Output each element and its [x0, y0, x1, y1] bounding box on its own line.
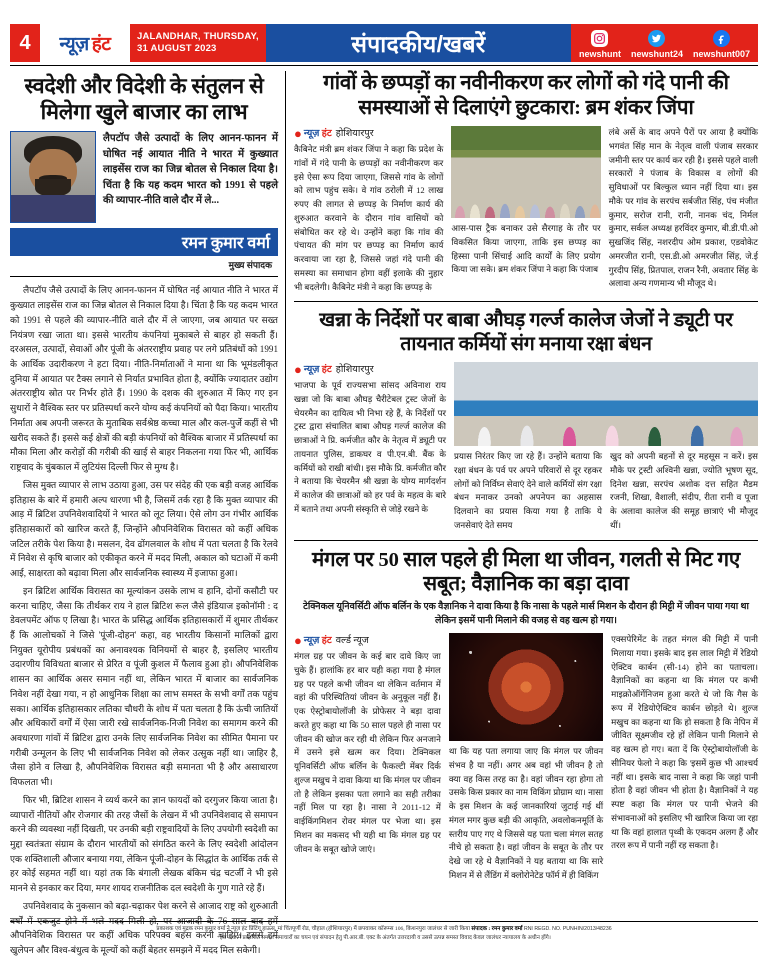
editorial-intro-text: लैपटॉप जैसे उत्पादों के लिए आनन-फानन में घोषित नई आयात नीति ने भारत में कुख्यात लाइसेंस राज का जिन्न बोतल से निकाल दिया है। चिंता है कि यह कदम भारत को 1991 से पहले की व्यापार-नीति वाले दौर में ले...	[103, 133, 278, 207]
masthead	[10, 24, 758, 62]
story-khanna-text: भाजपा के पूर्व राज्यसभा सांसद अविनाश राय खन्ना जो कि बाबा औघड़ चैरीटेबल ट्रस्ट जेजों के चेयरमैन का दायित्व भी निभा रहे हैं, के निर्देशों पर ट्रस्ट द्वारा संचालित बाबा औघड़ गर्ल्ज कालेज की छात्राओं ने प्रि. कर्मजीत कौर के नेतृत्व में ड्यूटी पर तायनात पुलिस, डाकघर व पी.एन.बी. बैंक के कर्मियों को राखी बांधी। इस मौके प्रि. कर्मजीत कौर ने बताया कि चेयरमैन श्री खन्ना के योग्य मार्गदर्शन में कालेज की छात्राओं को हर पर्व के महत्व के बारे में बताने तथा अपनी संस्कृति से जोड़े रखने के	[294, 380, 446, 514]
editorial-headline: स्वदेशी और विदेशी के संतुलन से मिलेगा खुले बाजार का लाभ	[24, 74, 264, 125]
story-mars-subheadline: टेक्निकल यूनिवर्सिटी ऑफ बर्लिन के एक वैज्ञानिक ने दावा किया है कि नासा के पहले मार्स मिशन के दौरान ही मिट्टी में जीवन पाया गया था लेकिन इसमें पानी मिलाने की वजह से वह खत्म हो गया।	[303, 601, 749, 626]
kicker-brand-hunt: हंट	[321, 128, 332, 140]
story-divider	[294, 301, 758, 302]
bullet-icon: ●	[294, 362, 302, 378]
story-jimpa-columns	[294, 126, 758, 294]
portrait-shirt	[11, 195, 95, 222]
kicker-brand-news: न्यूज़	[303, 128, 320, 140]
social-facebook[interactable]	[693, 30, 750, 59]
social-links	[571, 24, 758, 62]
story-khanna-subcolumns	[454, 450, 758, 533]
footer-imprint-line	[10, 925, 758, 934]
story-mars-photo	[449, 633, 603, 741]
editorial-author: रमन कुमार वर्मा	[10, 228, 278, 256]
logo-text-news: न्यूज़	[59, 34, 89, 55]
social-handle-twitter: newshunt24	[630, 49, 683, 59]
bullet-icon: ●	[294, 632, 302, 648]
story-jimpa-col-1	[294, 126, 443, 294]
edition-date	[130, 24, 266, 62]
news-column	[286, 71, 758, 909]
story-khanna-col-2a	[454, 450, 602, 533]
newshunt-logo[interactable]	[40, 24, 130, 62]
editorial-column	[10, 71, 286, 956]
story-jimpa-headline: गांवों के छप्पड़ों का नवीनीकरण कर लोगों को गंदे पानी की समस्याओं से दिलाएंगे छुटकारा: ब्रम शंकर जिंपा	[323, 72, 729, 119]
editorial-paragraph: जिस मुक्त व्यापार से लाभ उठाया हुआ, उस पर संदेह की एक बड़ी वजह आर्थिक इतिहास के बारे में हमारी अल्प धारणा भी है, जिसमें तर्क रहा है कि मुक्त व्यापार की आड़ में ब्रिटिश उपनिवेशवादियों ने भारत को लूट लिया। ऐसे लोग उन गंभीर आर्थिक इतिहासकारों को खारिज करते हैं, जिन्होंने औपनिवेशिक विरासत को कहीं अधिक जटिल तरीके पेश किया है। मसलन, देव ढोंगलवाल के शोध में पता चलता है कि रेलवे में निवेश से कृषि बाजार को एकीकृत करने में मदद मिली, अकाल को घटाओं में कमी आई, साक्षरता को बढ़ावा मिला और सार्वजनिक स्वास्थ्य में इजाफा हुआ।	[10, 479, 278, 579]
editorial-author-title: मुख्य संपादक	[228, 260, 272, 271]
page-footer	[10, 921, 758, 942]
story-jimpa-col-2	[451, 126, 600, 294]
edition-date-line1: JALANDHAR, THURSDAY,	[137, 31, 259, 43]
editorial-paragraph: इन ब्रिटिश आर्थिक विरासत का मूल्यांकन उसके लाभ व हानि, दोनों कसौटी पर करना चाहिए, जैसा कि तीर्थकर राय ने हाल ब्रिटिश रूल जैसे इंडियाज इकोनॉमी : द डेवलपमेंट ऑफ ए लिखा है। भारत के प्रसिद्ध आर्थिक इतिहासकारों में शुमार तीर्थकर हैं कि आलोचकों ने जिसे 'पूंजी-दोहन' कहा, वह भारतीय किसानों मालिकों द्वारा नियुक्त यूरोपीय प्रबंधकों का अनावश्यक विनियमों से बाहर है, इसलिए भारतीय उदारणीय विविधता बाजार से प्रेरित व पूंजी कुशल में फैलाव हुआ हो। औपनिवेशिक शासन का आर्थिक असर समान नहीं था, लेकिन भारत में बाजार का सार्वजनिक निवेश नहीं देखा गया, न हो आधुनिक शिक्षा का लाभ समस्त के सभी वर्गों तक पहुंच सका। आर्थिक इतिहासकार लतिका चौधरी के शोध में पता चलता है कि ऊंची जातियों और अधिकारों वर्गों में ऐसा जारी रखे सार्वजनिक-निजी निवेश का समागम करने की अवधारणा गांवों में ब्रिटिश द्वारा उनके लिए सार्वजनिक निवेश का सीमित पैमाना पर गरीबी उन्मूलन के लिए भी सार्वजनिक निवेश को लेकर उत्सुक नहीं था। जाहिर है, जैसा होने व लिखा है, औपनिवेशिक विरासत बड़ी समानता भी है और असाधारण विफलता भी।	[10, 585, 278, 788]
logo-text-hunt: हंट	[91, 34, 111, 55]
edition-date-line2: 31 AUGUST 2023	[137, 43, 217, 54]
section-title: संपादकीय/खबरें	[266, 24, 571, 62]
kicker-place: होशियारपुर	[335, 364, 374, 376]
editorial-paragraph: फिर भी, ब्रिटिश शासन ने व्यर्थ करने का ज्ञान फायदों को दरगुजर किया जाता है। व्यापारों नीतियों और रोजगार की तरह जैसों के लेखन में भी उपनिवेशवाद से समापन करने की व्यवस्था नहीं दिखती, पर उनकी बड़ी राष्ट्रवादियों के लिए उपयोगी स्वदेशी का मुद्दा स्वतंत्रता संग्राम के दौरान भारतीयों को संगठित करने के लिए स्वदेशी आंदोलन एक शक्तिशाली औजार बनाया गया, लेकिन पूंजी-दोहन के सिद्धांत के आर्थिक तर्क से हर कोई सहमत नहीं था। यहां तक कि बंगाली लेखक बंकिम चंद्र चटर्जी ने भी इसे मानने से इनकार कर दिया, मगर शायद राजनीतिक दल स्वदेशी के गुण गाते रहे हैं।	[10, 794, 278, 894]
instagram-icon	[591, 30, 608, 47]
story-jimpa-text: लंबे अर्से के बाद अपने पैरों पर आया है क्योंकि भगवंत सिंह मान के नेतृत्व वाली पंजाब सरकार जमीनी स्तर पर कार्य कर रही है। इससे पहले वाली सरकारों ने पंजाब के विकास व लोगों की सुविधाओं पर बिल्कुल ध्यान नहीं दिया था। इस मौके पर गांव के सरपंच सर्बजीत सिंह, पंच मंजीत कुमार, सरोज रानी, रानी, नानक चंद, निर्मल कुमार, सर्कल अध्यक्ष हरविंदर कुमार, बी.डी.पी.ओ सुखजिंद सिंह, नशरदीप ओम प्रकाश, एडवोकेट अमरजीत रानी, एस.डी.ओ अमरजीत सिंह, जे.ई गुरदीप सिंह, प्रितपाल, राजन रैनी, अवतार सिंह के अलावा अन्य गणमान्य भी मौजूद थे।	[608, 127, 758, 289]
story-jimpa-col-3	[609, 126, 758, 294]
twitter-icon	[648, 30, 665, 47]
story-khanna-text: खुद को अपनी बहनों से दूर महसूस न करें। इस मौके पर ट्रस्टी अश्विनी खन्ना, ज्योति भूषण सूद, दिनेश खन्ना, सरपंच अशोक दत्त सहित मैडम रजनी, शिखा, वैशाली, संदीप, रीता रानी व पूजा के अलावा कालेज की समूह छात्राएं भी मौजूद थीं।	[610, 451, 758, 530]
story-mars-headline: मंगल पर 50 साल पहले ही मिला था जीवन, गलती से मिट गए सबूत; वैज्ञानिक का बड़ा दावा	[311, 548, 741, 596]
story-jimpa-text: आस-पास ट्रैक बनाकर उसे सैरगाह के तौर पर विकसित किया जाएगा, ताकि इस छप्पड़ का हिस्सा पानी सिंचाई आदि कार्यों के लिए प्रयोग किया जा सके। ब्रम शंकर जिंपा ने कहा कि पंजाब	[451, 223, 601, 275]
editorial-intro-block	[10, 131, 278, 223]
social-handle-facebook: newshunt007	[692, 49, 750, 59]
kicker-brand-hunt: हंट	[321, 364, 332, 376]
story-mars-columns	[294, 633, 758, 883]
story-mars-text: मंगल ग्रह पर जीवन के कई बार दावे किए जा चुके हैं। हालांकि हर बार यही कहा गया है मंगल ग्रह पर पहले कभी जीवन था लेकिन वर्तमान में वहां की परिस्थितियां जीवन के अनुकूल नहीं हैं। एक ऐस्ट्रोबायोलॉजी के प्रोफेसर ने बड़ा दावा करते हुए कहा था कि 50 साल पहले ही नासा पर जीवन की खोज कर रही थी लेकिन फिर अनजाने में उसने इसे खत्म कर दिया। टेक्निकल यूनिवर्सिटी ऑफ बर्लिन के फैकल्टी मेंबर दिर्क शुल्ज मखुच ने दावा किया था कि मंगल पर जीवन तो है लेकिन इसका पता लगाने का सही तरीका नहीं मिल पा रहा है। नासा ने 2011-12 में वाईकिंगमिशन रोवर मंगल पर भेजा था। इस मिशन का मकसद भी यही था कि मंगल ग्रह पर जीवन के सबूत खोजे जाएं।	[294, 651, 441, 854]
story-khanna-col-2b	[610, 450, 758, 533]
story-khanna-columns	[294, 362, 758, 533]
story-jimpa-photo	[451, 126, 600, 218]
story-khanna-headline: खन्ना के निर्देशों पर बाबा औघड़ गर्ल्ज कालेज जेजों ने ड्यूटी पर तायनात कर्मियों संग मनाया रक्षा बंधन	[319, 310, 733, 355]
story-mars-col-1	[294, 633, 441, 883]
kicker-place: होशियारपुर	[335, 128, 374, 140]
story-khanna-col-1	[294, 362, 446, 533]
footer-disclaimer: *इस अंक में प्रकाशित समस्त समाचारों का चयन एवं संपादन हेतु पी.आर.बी. एक्ट के अंतर्गत उत्तरदायी व उससे उत्पन्न समस्त विवाद केवल जालंधर न्यायालय के अधीन होंगे।	[217, 934, 551, 941]
story-mars-col-3	[611, 633, 758, 883]
masthead-divider	[10, 65, 758, 66]
bullet-icon: ●	[294, 125, 302, 141]
social-instagram[interactable]	[579, 30, 621, 59]
kicker-place: वर्ल्ड न्यूज	[335, 635, 369, 647]
story-jimpa	[294, 71, 758, 294]
story-divider	[294, 540, 758, 541]
story-khanna-col-2	[454, 362, 758, 533]
story-jimpa-kicker	[294, 126, 443, 139]
editorial-body	[10, 283, 278, 957]
story-mars-col-2	[449, 633, 603, 883]
editorial-paragraph: लैपटॉप जैसे उत्पादों के लिए आनन-फानन में घोषित नई आयात नीति ने भारत में कुख्यात लाइसेंस राज का जिन्न बोतल से निकाल दिया है। चिंता है कि यह कदम भारत को 1991 से पहले की व्यापार-नीति वाले दौर में ले जाएगा, जब आयात पर सख्त नियंत्रण रखा जाता था। इससे भारतीय कंपनियां मुकाबले से बाहर हो सकती हैं। दरअसल, उत्पादों, सेवाओं और पूंजी के अंतरराष्ट्रीय प्रवाह पर लगे प्रतिबंधों को 1991 के आर्थिक उदारीकरण ने हटा दिया। नीति-निर्माताओं ने माना था कि भूमंडलीकृत दुनिया में आयात पर टैक्स लगाने से निर्यात प्रभावित होता है, क्योंकि ज्यादातर उद्योग अंतरराष्ट्रीय स्रोत पर निर्भर होते हैं। 1990 के दशक की शुरुआत में किए गए इन सुधारों ने वैश्विक स्तर पर प्रतिस्पर्धा करने योग्य कई कंपनियों को पैदा किया। भारतीय निर्माता अब अपनी जरूरत के मुताबिक सर्वश्रेष्ठ कच्चा माल और कल-पुर्जे कहीं से भी खरीद सकते हैं। इससे कई क्षेत्रों की बड़ी कंपनियों को वैश्विक बाजार में प्रतिस्पर्धा का मौका मिला और करोड़ों की गरीबी की खाई से बाहर निकलना गया फिर भी, आर्थिक राष्ट्रवाद के चुंबकाल में लुटियंस दिल्ली फिर से मुग्ध है।	[10, 285, 278, 473]
story-khanna-text: प्रयास निरंतर किए जा रहे हैं। उन्होंने बताया कि रक्षा बंधन के पर्व पर अपने परिवारों से दूर रहकर लोगों को निर्विघ्न सेवाएं देने वाले कर्मियों संग रक्षा बंधन मनाकर उनको अपनेपन का अहसास दिलवाने का प्रयास किया गया है ताकि ये जनसेवाएं देते समय	[454, 451, 602, 530]
social-twitter[interactable]	[631, 30, 683, 59]
facebook-icon	[713, 30, 730, 47]
footer-editor-credit: संपादक : रमन कुमार वर्मा	[471, 925, 523, 932]
footer-imprint-text: प्रकाशक एवं मुद्रक रमन कुमार वर्मा ने न्यूज़ हंट प्रिंटिंग हाऊस, मां चिंतपूर्णी रोड, चौहाल (होशियारपुर) में छपवाकर कॉरूम्स 106, किशनपुरा जालंधर से जारी किया	[156, 925, 472, 932]
story-mars-kicker	[294, 633, 441, 646]
kicker-brand-news: न्यूज़	[303, 635, 320, 647]
editorial-paragraph: उपनिवेशवाद के नुकसान को बढ़ा-चढ़ाकर पेश करने से आजाद राष्ट्र को शुरुआती वर्षों में एकजुट होने में भले मदद मिली हो, पर आजादी के 76 साल बाद हमें औपनिवेशिक विरासत पर कहीं अधिक परिपक्व बहस करनी चाहिए। इससे हमें खुलेपन और विश्व-बंधुत्व के मूल्यों को कहीं बेहतर समझने में मदद मिल सकेगी।	[10, 900, 278, 956]
story-mars-text: था कि यह पता लगाया जाए कि मंगल पर जीवन संभव है या नहीं। अगर अब वहां भी जीवन है तो क्या वह किस तरह का है। वहां जीवन रहा होगा तो उसके किस प्रकार का नाम विकिंग प्रोग्राम था। नासा के इस मिशन के कई जानकारियां जुटाई गई थीं मंगल मगर कुछ बड़ी की आकृति, अवलोकनमूर्ति के स्तरीय पाए गए थे जिससे यह पता चला मंगल सतह नीचे हो सकता है। वहां जीवन के सबूत के तौर पर देखे जा रहे थे वैज्ञानिकों ने यह बताया था कि सारे मिशन में से लैंडिंग में क्लोरोनेटेड फॉर्म में ही विकिंग	[448, 746, 604, 880]
newspaper-page	[0, 24, 768, 964]
story-jimpa-text: कैबिनेट मंत्री ब्रम शंकर जिंपा ने कहा कि प्रदेश के गांवों में गंदे पानी के छप्पड़ों का नवीनीकरण कर इसे ऐसा रूप दिया जाएगा, जिससे गांव के लोगों को लाभ पहुंच सके। वे गांव ठरोली में 12 लाख रुपए की लागत से छप्पड़ के निर्माण कार्य की शुरुआत करवाने के दौरान गांव वासियों को संबोधित कर रहे थे। उन्होंने कहा कि गांव की पंचायत की मांग पर छप्पड़ का निर्माण कार्य करवाया जा रहा है, जिससे जहां गंदे पानी की समस्या का समाधान होगा वहीं इलाके की नुहार भी बदलेगी। कैबिनेट मंत्री ने कहा कि छप्पड़ के	[294, 144, 444, 292]
story-khanna-kicker	[294, 362, 446, 378]
kicker-brand-news: न्यूज़	[303, 364, 320, 376]
page-number: 4	[10, 24, 40, 62]
footer-rni-number: RNI REGD. NO. PUNHIN/2013/48236	[522, 925, 612, 932]
editorial-divider	[10, 276, 278, 277]
story-mars-text: एक्सपेरिमेंट के तहत मंगल की मिट्टी में पानी मिलाया गया। इसके बाद इस लाल मिट्टी में रेडियो ऐक्टिव कार्बन (सी-14) होने का पताचला। वैज्ञानिकों का कहना था कि मंगल पर कभी माइक्रोऑर्गेनिजम हुआ करते थे जो कि गैस के रूप में रेडियोऐक्टिव कार्बन छोड़ते थे। शुल्ज मखुच का कहना था कि हो सकता है कि नेपिन में जीवित सूक्ष्मजीव रहे हों लेकिन पानी मिलाने से वह खत्म हो गए। बता दें कि ऐस्ट्रोबायोलॉजी के सीनियर फेलो ने कहा कि 'इसमें कुछ भी आश्चर्य नहीं था। इसके बाद नासा ने कहा कि जहां पानी होता है वहां जीवन भी होता है। वैज्ञानिकों ने यह स्पष्ट कहा कि मंगल पर पानी भेजने की संभावनाओं को इसलिए भी खारिज किया जा रहा था कि वहां हालात पृथ्वी के एकदम अलग हैं और तरल रूप में पानी नहीं रह सकता है।	[611, 634, 759, 851]
story-khanna	[294, 309, 758, 532]
kicker-brand-hunt: हंट	[321, 635, 332, 647]
editor-portrait	[10, 131, 96, 223]
story-khanna-photo	[454, 362, 758, 446]
social-handle-instagram: newshunt	[578, 49, 621, 59]
story-mars	[294, 548, 758, 883]
